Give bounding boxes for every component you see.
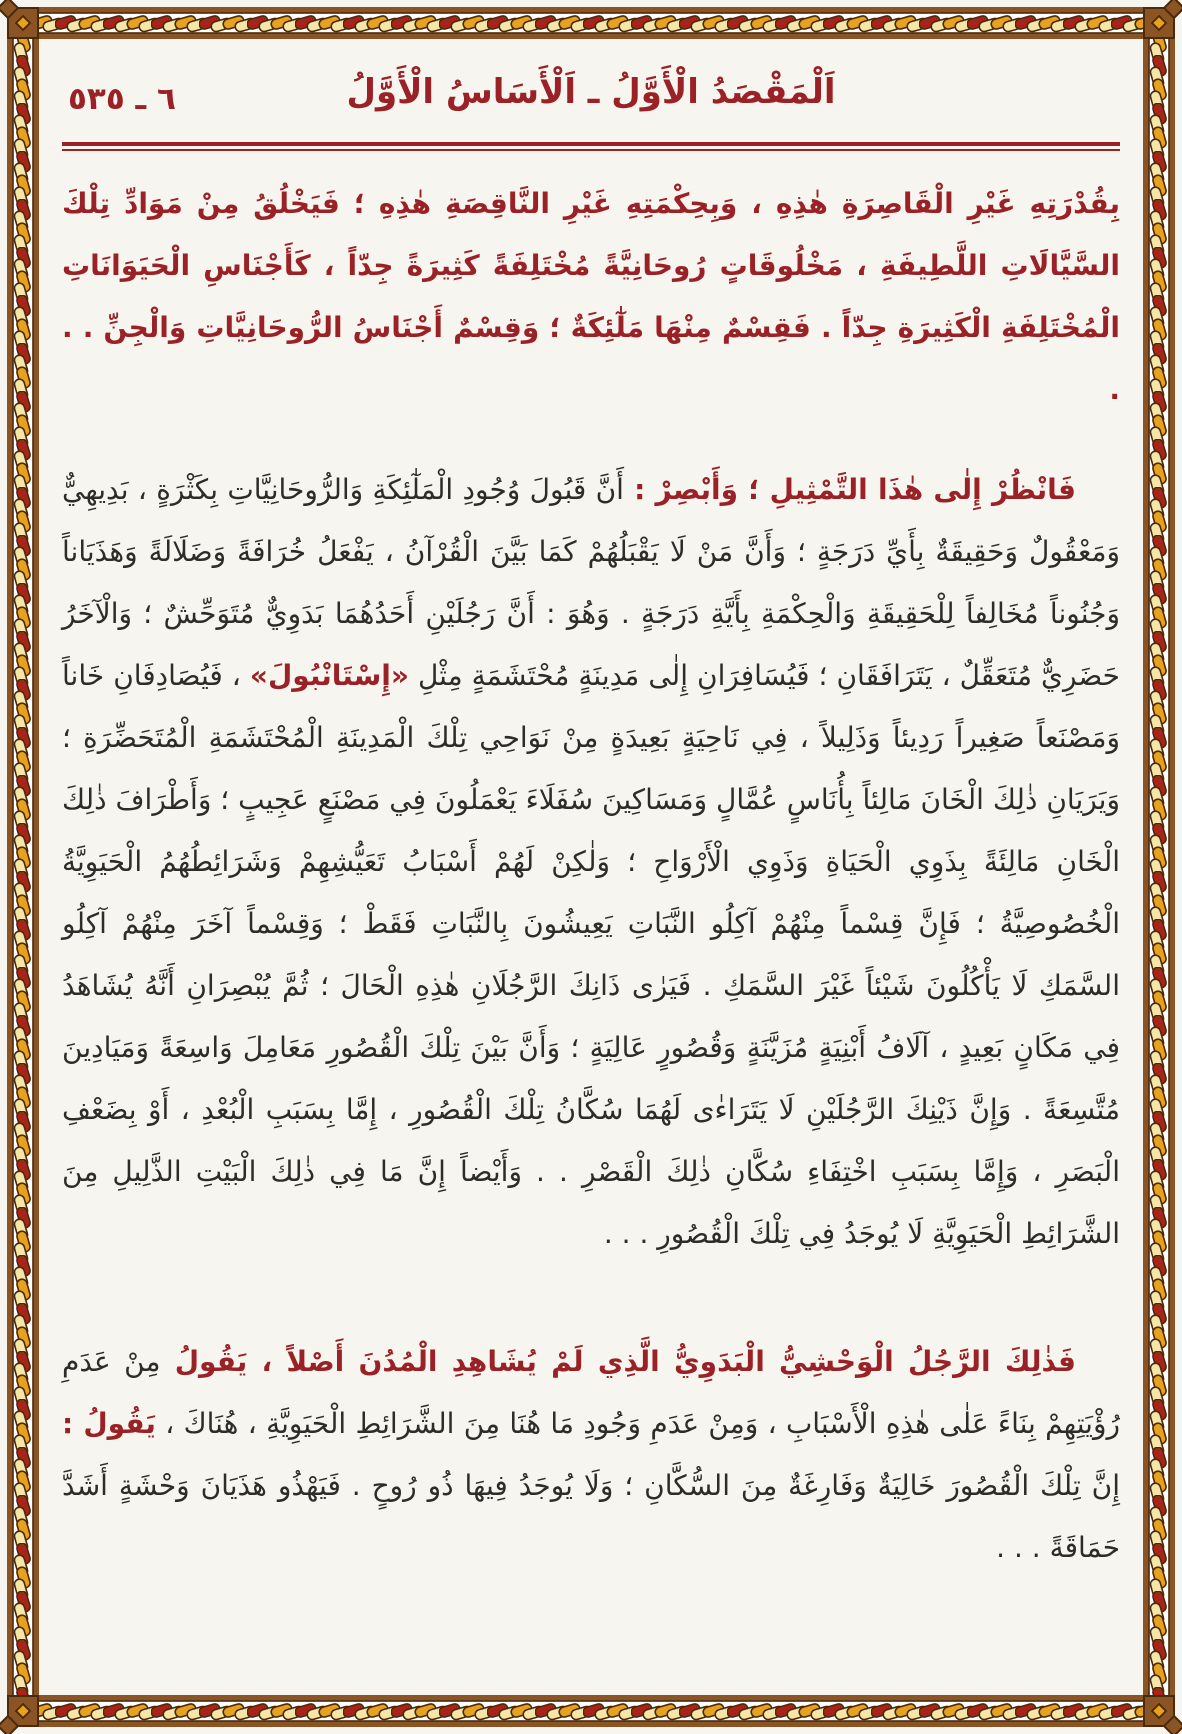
paragraph: [62, 1331, 1120, 1579]
body-text-segment: إِنَّ تِلْكَ الْقُصُورَ خَالِيَةٌ وَفَارِغَةٌ مِنَ السُّكَّانِ ؛ وَلَا يُوجَدُ فِيهَا ذُو رُوحٍ . فَيَهْذُو هَذَيَانَ وَحْشَةٍ أَشَدَّ حَمَاقَةً . . .: [62, 1469, 1120, 1564]
body-text-segment: ، فَيُصَادِفَانِ خَاناً وَمَصْنَعاً صَغِيراً رَدِيئاً وَذَلِيلاً ، فِي نَاحِيَةٍ بَعِيدَةٍ مِنْ نَوَاحِي تِلْكَ الْمَدِينَةِ الْمُحْتَشَمَةِ الْمُتَحَضِّرَةِ ؛ وَيَرَيَانِ ذٰلِكَ الْخَانَ مَالِئاً بِأُنَاسٍ عُمَّالٍ وَمَسَاكِينَ سُفَلَاءَ يَعْمَلُونَ فِي مَصْنَعٍ عَجِيبٍ ؛ وَأَطْرَافَ ذٰلِكَ الْخَانِ مَالِئَةً بِذَوِي الْحَيَاةِ وَذَوِي الْأَرْوَاحِ ؛ وَلٰكِنْ لَهُمْ أَسْبَابُ تَعَيُّشِهِمْ وَشَرَائِطُهُمُ الْحَيَوِيَّةُ الْخُصُوصِيَّةُ ؛ فَإِنَّ قِسْماً مِنْهُمْ آكِلُو النَّبَاتِ يَعِيشُونَ بِالنَّبَاتِ فَقَطْ ؛ وَقِسْماً آخَرَ مِنْهُمْ آكِلُو السَّمَكِ لَا يَأْكُلُونَ شَيْئاً غَيْرَ السَّمَكِ . فَيَرٰى ذَانِكَ الرَّجُلَانِ هٰذِهِ الْحَالَ ؛ ثُمَّ يُبْصِرَانِ أَنَّهُ يُشَاهَدُ فِي مَكَانٍ بَعِيدٍ ، آلَافُ أَبْنِيَةٍ مُزَيَّنَةٍ وَقُصُورٍ عَالِيَةٍ ؛ وَأَنَّ بَيْنَ تِلْكَ الْقُصُورِ مَعَامِلَ وَاسِعَةً وَمَيَادِينَ مُتَّسِعَةً . وَإِنَّ ذَيْنِكَ الرَّجُلَيْنِ لَا يَتَرَاءٰى لَهُمَا سُكَّانُ تِلْكَ الْقُصُورِ ، إِمَّا بِسَبَبِ الْبُعْدِ ، أَوْ بِضَعْفِ الْبَصَرِ ، وَإِمَّا بِسَبَبِ اخْتِفَاءِ سُكَّانِ ذٰلِكَ الْقَصْرِ . . وَأَيْضاً إِنَّ مَا فِي ذٰلِكَ الْبَيْتِ الذَّلِيلِ مِنَ الشَّرَائِطِ الْحَيَوِيَّةِ لَا يُوجَدُ فِي تِلْكَ الْقُصُورِ . . .: [62, 659, 1120, 1250]
page-title: اَلْمَقْصَدُ الْأَوَّلُ ـ اَلْأَسَاسُ الْأَوَّلُ: [346, 72, 836, 112]
ornamental-border-right: [1143, 7, 1175, 1727]
body-text-segment: مِنْ عَدَمِ رُؤْيَتِهِمْ بِنَاءً عَلٰى هٰذِهِ الْأَسْبَابِ ، وَمِنْ عَدَمِ وَجُودِ مَا هُنَا مِنَ الشَّرَائِطِ الْحَيَوِيَّةِ ، هُنَاكَ ،: [62, 1345, 1120, 1440]
page-content: [62, 44, 1120, 1690]
divider-line-thin: [62, 149, 1120, 151]
body-text-segment: أَنَّ قَبُولَ وُجُودِ الْمَلٰٓئِكَةِ وَالرُّوحَانِيَّاتِ بِكَثْرَةٍ ، بَدِيهِيٌّ وَمَعْقُولٌ وَحَقِيقَةٌ بِأَيِّ دَرَجَةٍ ؛ وَأَنَّ مَنْ لَا يَقْبَلُهُمْ كَمَا بَيَّنَ الْقُرْآنُ ، يَفْعَلُ خُرَافَةً وَضَلَالَةً وَهَذَيَاناً وَجُنُوناً مُخَالِفاً لِلْحَقِيقَةِ وَالْحِكْمَةِ بِأَيَّةِ دَرَجَةٍ . وَهُوَ : أَنَّ رَجُلَيْنِ أَحَدُهُمَا بَدَوِيٌّ مُتَوَحِّشٌ ؛ وَالْآخَرُ حَضَرِيٌّ مُتَعَقِّلٌ ، يَتَرَافَقَانِ ؛ فَيُسَافِرَانِ إِلٰى مَدِينَةٍ مُحْتَشَمَةٍ مِثْلِ: [62, 473, 1120, 692]
ornamental-border-bottom: [7, 1695, 1175, 1727]
border-corner-icon: [1143, 1695, 1175, 1727]
header-divider: [62, 142, 1120, 151]
body-text: [62, 173, 1120, 1579]
border-corner-icon: [7, 7, 39, 39]
ornamental-border-top: [7, 7, 1175, 39]
paragraph: [62, 459, 1120, 1265]
page-number: ٦ ـ ٥٣٥: [68, 81, 176, 117]
paragraph: [62, 173, 1120, 421]
red-text-segment: «إِسْتَانْبُولَ»: [249, 659, 409, 692]
red-text-segment: بِقُدْرَتِهِ غَيْرِ الْقَاصِرَةِ هٰذِهِ ، وَبِحِكْمَتِهِ غَيْرِ النَّاقِصَةِ هٰذِهِ ؛ فَيَخْلُقُ مِنْ مَوَادِّ تِلْكَ السَّيَّالَاتِ اللَّطِيفَةِ ، مَخْلُوقَاتٍ رُوحَانِيَّةً مُخْتَلِفَةً كَثِيرَةً جِدّاً ، كَأَجْنَاسِ الْحَيَوَانَاتِ الْمُخْتَلِفَةِ الْكَثِيرَةِ جِدّاً . فَقِسْمٌ مِنْهَا مَلٰٓئِكَةٌ ؛ وَقِسْمٌ أَجْنَاسُ الرُّوحَانِيَّاتِ وَالْجِنِّ . . .: [62, 187, 1120, 406]
border-corner-icon: [1143, 7, 1175, 39]
red-text-segment: فَذٰلِكَ الرَّجُلُ الْوَحْشِيُّ الْبَدَوِيُّ الَّذِي لَمْ يُشَاهِدِ الْمُدُنَ أَصْلاً ، يَقُولُ: [160, 1345, 1077, 1378]
red-text-segment: يَقُولُ :: [62, 1407, 156, 1440]
ornamental-border-left: [7, 7, 39, 1727]
border-corner-icon: [7, 1695, 39, 1727]
page-header: [62, 44, 1120, 140]
red-text-segment: فَانْظُرْ إِلٰى هٰذَا التَّمْثِيلِ ؛ وَأَبْصِرْ :: [623, 473, 1077, 506]
